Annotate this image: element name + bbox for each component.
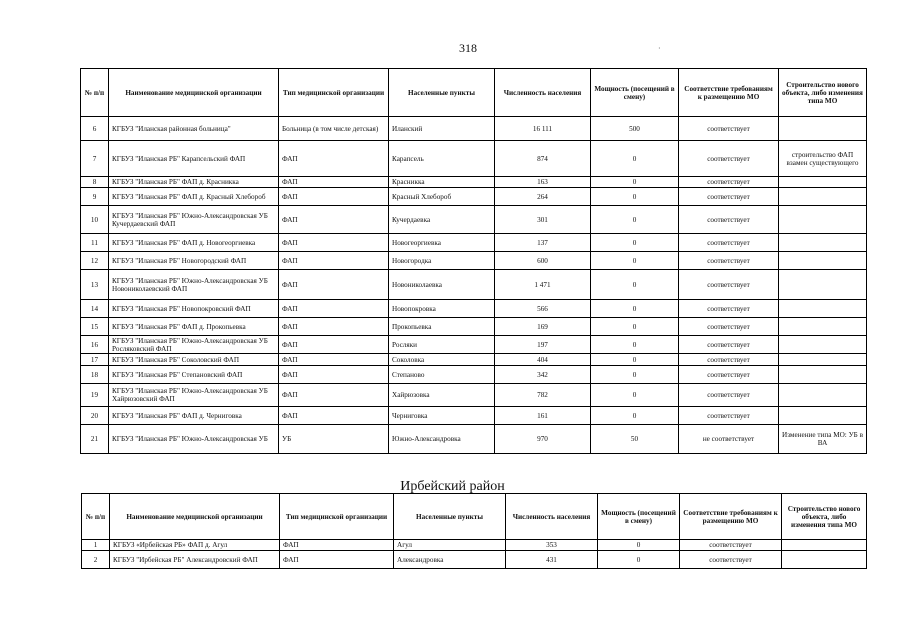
org-type-cell: ФАП xyxy=(279,188,389,206)
construction-cell xyxy=(779,407,867,425)
org-name-cell: КГБУЗ "Иланская РБ" ФАП д. Новогеоргиевка xyxy=(109,234,279,252)
org-type-cell: ФАП xyxy=(279,366,389,384)
compliance-cell: соответствует xyxy=(679,354,779,366)
org-name-cell: КГБУЗ "Иланская РБ" Новогородский ФАП xyxy=(109,252,279,270)
org-name-cell: КГБУЗ "Иланская РБ" Южно-Александровская УБ Хайрюзовский ФАП xyxy=(109,384,279,407)
org-type-cell: ФАП xyxy=(279,318,389,336)
population-cell: 163 xyxy=(495,177,591,188)
capacity-cell: 0 xyxy=(591,366,679,384)
row-number-cell: 8 xyxy=(81,177,109,188)
org-name-cell: КГБУЗ "Иланская РБ" ФАП д. Красный Хлебороб xyxy=(109,188,279,206)
table-row xyxy=(81,425,867,454)
population-cell: 1 471 xyxy=(495,270,591,300)
construction-cell xyxy=(779,384,867,407)
settlement-cell: Иланский xyxy=(389,117,495,141)
org-name-cell: КГБУЗ «Ирбейская РБ» ФАП д. Агул xyxy=(110,540,280,551)
org-type-cell: Больница (в том числе детская) xyxy=(279,117,389,141)
settlement-cell: Красникка xyxy=(389,177,495,188)
settlement-cell: Прокопьевка xyxy=(389,318,495,336)
population-cell: 782 xyxy=(495,384,591,407)
org-type-cell: ФАП xyxy=(279,206,389,234)
capacity-cell: 0 xyxy=(598,551,680,569)
construction-cell xyxy=(779,270,867,300)
construction-cell xyxy=(782,551,867,569)
header-capacity: Мощность (посещений в смену) xyxy=(591,69,679,117)
table-row xyxy=(81,270,867,300)
org-name-cell: КГБУЗ "Иланская РБ" Новопокровский ФАП xyxy=(109,300,279,318)
row-number-cell: 15 xyxy=(81,318,109,336)
header-settlements: Населенные пункты xyxy=(394,494,506,540)
table-row xyxy=(81,252,867,270)
table-row xyxy=(81,117,867,141)
org-name-cell: КГБУЗ "Иланская РБ" Степановский ФАП xyxy=(109,366,279,384)
population-cell: 404 xyxy=(495,354,591,366)
compliance-cell: соответствует xyxy=(679,234,779,252)
construction-cell xyxy=(779,366,867,384)
compliance-cell: соответствует xyxy=(679,252,779,270)
header-capacity: Мощность (посещений в смену) xyxy=(598,494,680,540)
settlement-cell: Новогородка xyxy=(389,252,495,270)
capacity-cell: 0 xyxy=(591,188,679,206)
table-row xyxy=(82,540,867,551)
org-name-cell: КГБУЗ "Иланская РБ" Южно-Александровская УБ Росляковский ФАП xyxy=(109,336,279,354)
header-construction: Строительство нового объекта, либо изменения типа МО xyxy=(779,69,867,117)
table-row xyxy=(81,234,867,252)
population-cell: 137 xyxy=(495,234,591,252)
page-number: 318 xyxy=(459,41,477,55)
population-cell: 431 xyxy=(506,551,598,569)
org-type-cell: ФАП xyxy=(279,252,389,270)
header-org: Наименование медицинской организации xyxy=(110,494,280,540)
compliance-cell: не соответствует xyxy=(679,425,779,454)
table-row xyxy=(81,407,867,425)
compliance-cell: соответствует xyxy=(679,384,779,407)
construction-cell xyxy=(779,234,867,252)
settlement-cell: Южно-Александровка xyxy=(389,425,495,454)
settlement-cell: Новопокровка xyxy=(389,300,495,318)
compliance-cell: соответствует xyxy=(679,270,779,300)
compliance-cell: соответствует xyxy=(679,336,779,354)
compliance-cell: соответствует xyxy=(679,188,779,206)
population-cell: 566 xyxy=(495,300,591,318)
capacity-cell: 0 xyxy=(598,540,680,551)
construction-cell xyxy=(779,318,867,336)
org-type-cell: ФАП xyxy=(279,384,389,407)
org-name-cell: КГБУЗ "Иланская РБ" Южно-Александровская УБ Новониколаевский ФАП xyxy=(109,270,279,300)
row-number-cell: 17 xyxy=(81,354,109,366)
row-number-cell: 13 xyxy=(81,270,109,300)
org-name-cell: КГБУЗ "Ирбейская РБ" Александровский ФАП xyxy=(110,551,280,569)
population-cell: 600 xyxy=(495,252,591,270)
capacity-cell: 0 xyxy=(591,177,679,188)
construction-cell xyxy=(779,336,867,354)
settlement-cell: Росляки xyxy=(389,336,495,354)
table-row xyxy=(81,366,867,384)
settlement-cell: Кучердаевка xyxy=(389,206,495,234)
row-number-cell: 6 xyxy=(81,117,109,141)
settlement-cell: Красный Хлебороб xyxy=(389,188,495,206)
settlement-cell: Александровка xyxy=(394,551,506,569)
population-cell: 16 111 xyxy=(495,117,591,141)
compliance-cell: соответствует xyxy=(679,177,779,188)
construction-cell: строительство ФАП взамен существующего xyxy=(779,141,867,177)
row-number-cell: 14 xyxy=(81,300,109,318)
org-type-cell: ФАП xyxy=(279,234,389,252)
settlement-cell: Новониколаевка xyxy=(389,270,495,300)
population-cell: 301 xyxy=(495,206,591,234)
settlement-cell: Карапсель xyxy=(389,141,495,177)
table-header-row xyxy=(82,494,867,540)
org-name-cell: КГБУЗ "Иланская РБ" ФАП д. Прокопьевка xyxy=(109,318,279,336)
org-type-cell: ФАП xyxy=(279,270,389,300)
compliance-cell: соответствует xyxy=(679,117,779,141)
construction-cell xyxy=(779,117,867,141)
org-type-cell: ФАП xyxy=(279,336,389,354)
population-cell: 874 xyxy=(495,141,591,177)
compliance-cell: соответствует xyxy=(679,300,779,318)
row-number-cell: 21 xyxy=(81,425,109,454)
capacity-cell: 0 xyxy=(591,206,679,234)
population-cell: 197 xyxy=(495,336,591,354)
population-cell: 161 xyxy=(495,407,591,425)
org-type-cell: ФАП xyxy=(279,141,389,177)
compliance-cell: соответствует xyxy=(680,551,782,569)
row-number-cell: 7 xyxy=(81,141,109,177)
org-name-cell: КГБУЗ "Иланская РБ" ФАП д. Черниговка xyxy=(109,407,279,425)
row-number-cell: 9 xyxy=(81,188,109,206)
org-type-cell: ФАП xyxy=(279,354,389,366)
org-type-cell: ФАП xyxy=(280,540,394,551)
table-row xyxy=(81,336,867,354)
org-type-cell: УБ xyxy=(279,425,389,454)
capacity-cell: 0 xyxy=(591,234,679,252)
row-number-cell: 10 xyxy=(81,206,109,234)
org-name-cell: КГБУЗ "Иланская РБ" ФАП д. Красникка xyxy=(109,177,279,188)
table-row xyxy=(81,318,867,336)
compliance-cell: соответствует xyxy=(679,206,779,234)
capacity-cell: 0 xyxy=(591,318,679,336)
settlement-cell: Степаново xyxy=(389,366,495,384)
header-population: Численность населения xyxy=(495,69,591,117)
capacity-cell: 0 xyxy=(591,354,679,366)
population-cell: 169 xyxy=(495,318,591,336)
capacity-cell: 0 xyxy=(591,407,679,425)
row-number-cell: 1 xyxy=(82,540,110,551)
header-num: № п/п xyxy=(82,494,110,540)
construction-cell xyxy=(779,188,867,206)
row-number-cell: 11 xyxy=(81,234,109,252)
construction-cell: Изменение типа МО: УБ в ВА xyxy=(779,425,867,454)
scan-speck: · xyxy=(658,44,661,53)
capacity-cell: 0 xyxy=(591,384,679,407)
row-number-cell: 19 xyxy=(81,384,109,407)
header-org: Наименование медицинской организации xyxy=(109,69,279,117)
compliance-cell: соответствует xyxy=(679,407,779,425)
org-type-cell: ФАП xyxy=(279,407,389,425)
capacity-cell: 0 xyxy=(591,300,679,318)
construction-cell xyxy=(779,252,867,270)
capacity-cell: 0 xyxy=(591,270,679,300)
construction-cell xyxy=(779,300,867,318)
compliance-cell: соответствует xyxy=(679,318,779,336)
construction-cell xyxy=(779,206,867,234)
row-number-cell: 20 xyxy=(81,407,109,425)
table-row xyxy=(81,206,867,234)
table-row xyxy=(81,188,867,206)
org-name-cell: КГБУЗ "Иланская РБ" Южно-Александровская УБ Кучердаевский ФАП xyxy=(109,206,279,234)
settlement-cell: Агул xyxy=(394,540,506,551)
org-name-cell: КГБУЗ "Иланская РБ" Соколовский ФАП xyxy=(109,354,279,366)
org-name-cell: КГБУЗ "Иланская РБ" Карапсельский ФАП xyxy=(109,141,279,177)
table-row xyxy=(82,551,867,569)
settlement-cell: Соколовка xyxy=(389,354,495,366)
facilities-table-irbeysky xyxy=(81,493,867,569)
org-type-cell: ФАП xyxy=(279,177,389,188)
table-row xyxy=(81,384,867,407)
construction-cell xyxy=(779,354,867,366)
row-number-cell: 16 xyxy=(81,336,109,354)
row-number-cell: 2 xyxy=(82,551,110,569)
header-compliance: Соответствие требованиям к размещению МО xyxy=(679,69,779,117)
capacity-cell: 0 xyxy=(591,336,679,354)
header-type: Тип медицинской организации xyxy=(280,494,394,540)
compliance-cell: соответствует xyxy=(679,141,779,177)
header-compliance: Соответствие требованиям к размещению МО xyxy=(680,494,782,540)
org-type-cell: ФАП xyxy=(280,551,394,569)
org-name-cell: КГБУЗ "Иланская районная больница" xyxy=(109,117,279,141)
compliance-cell: соответствует xyxy=(680,540,782,551)
capacity-cell: 0 xyxy=(591,252,679,270)
row-number-cell: 12 xyxy=(81,252,109,270)
header-population: Численность населения xyxy=(506,494,598,540)
header-type: Тип медицинской организации xyxy=(279,69,389,117)
compliance-cell: соответствует xyxy=(679,366,779,384)
capacity-cell: 50 xyxy=(591,425,679,454)
population-cell: 353 xyxy=(506,540,598,551)
header-settlements: Населенные пункты xyxy=(389,69,495,117)
construction-cell xyxy=(779,177,867,188)
population-cell: 342 xyxy=(495,366,591,384)
construction-cell xyxy=(782,540,867,551)
header-num: № п/п xyxy=(81,69,109,117)
facilities-table-ilansky xyxy=(80,68,867,454)
settlement-cell: Черниговка xyxy=(389,407,495,425)
table-row xyxy=(81,141,867,177)
settlement-cell: Хайрюзовка xyxy=(389,384,495,407)
row-number-cell: 18 xyxy=(81,366,109,384)
settlement-cell: Новогеоргиевка xyxy=(389,234,495,252)
header-construction: Строительство нового объекта, либо изменения типа МО xyxy=(782,494,867,540)
capacity-cell: 0 xyxy=(591,141,679,177)
table-row xyxy=(81,300,867,318)
table-header-row xyxy=(81,69,867,117)
org-name-cell: КГБУЗ "Иланская РБ" Южно-Александровская УБ xyxy=(109,425,279,454)
table-row xyxy=(81,177,867,188)
section-title: Ирбейский район xyxy=(400,479,505,494)
table-row xyxy=(81,354,867,366)
org-type-cell: ФАП xyxy=(279,300,389,318)
population-cell: 970 xyxy=(495,425,591,454)
population-cell: 264 xyxy=(495,188,591,206)
capacity-cell: 500 xyxy=(591,117,679,141)
